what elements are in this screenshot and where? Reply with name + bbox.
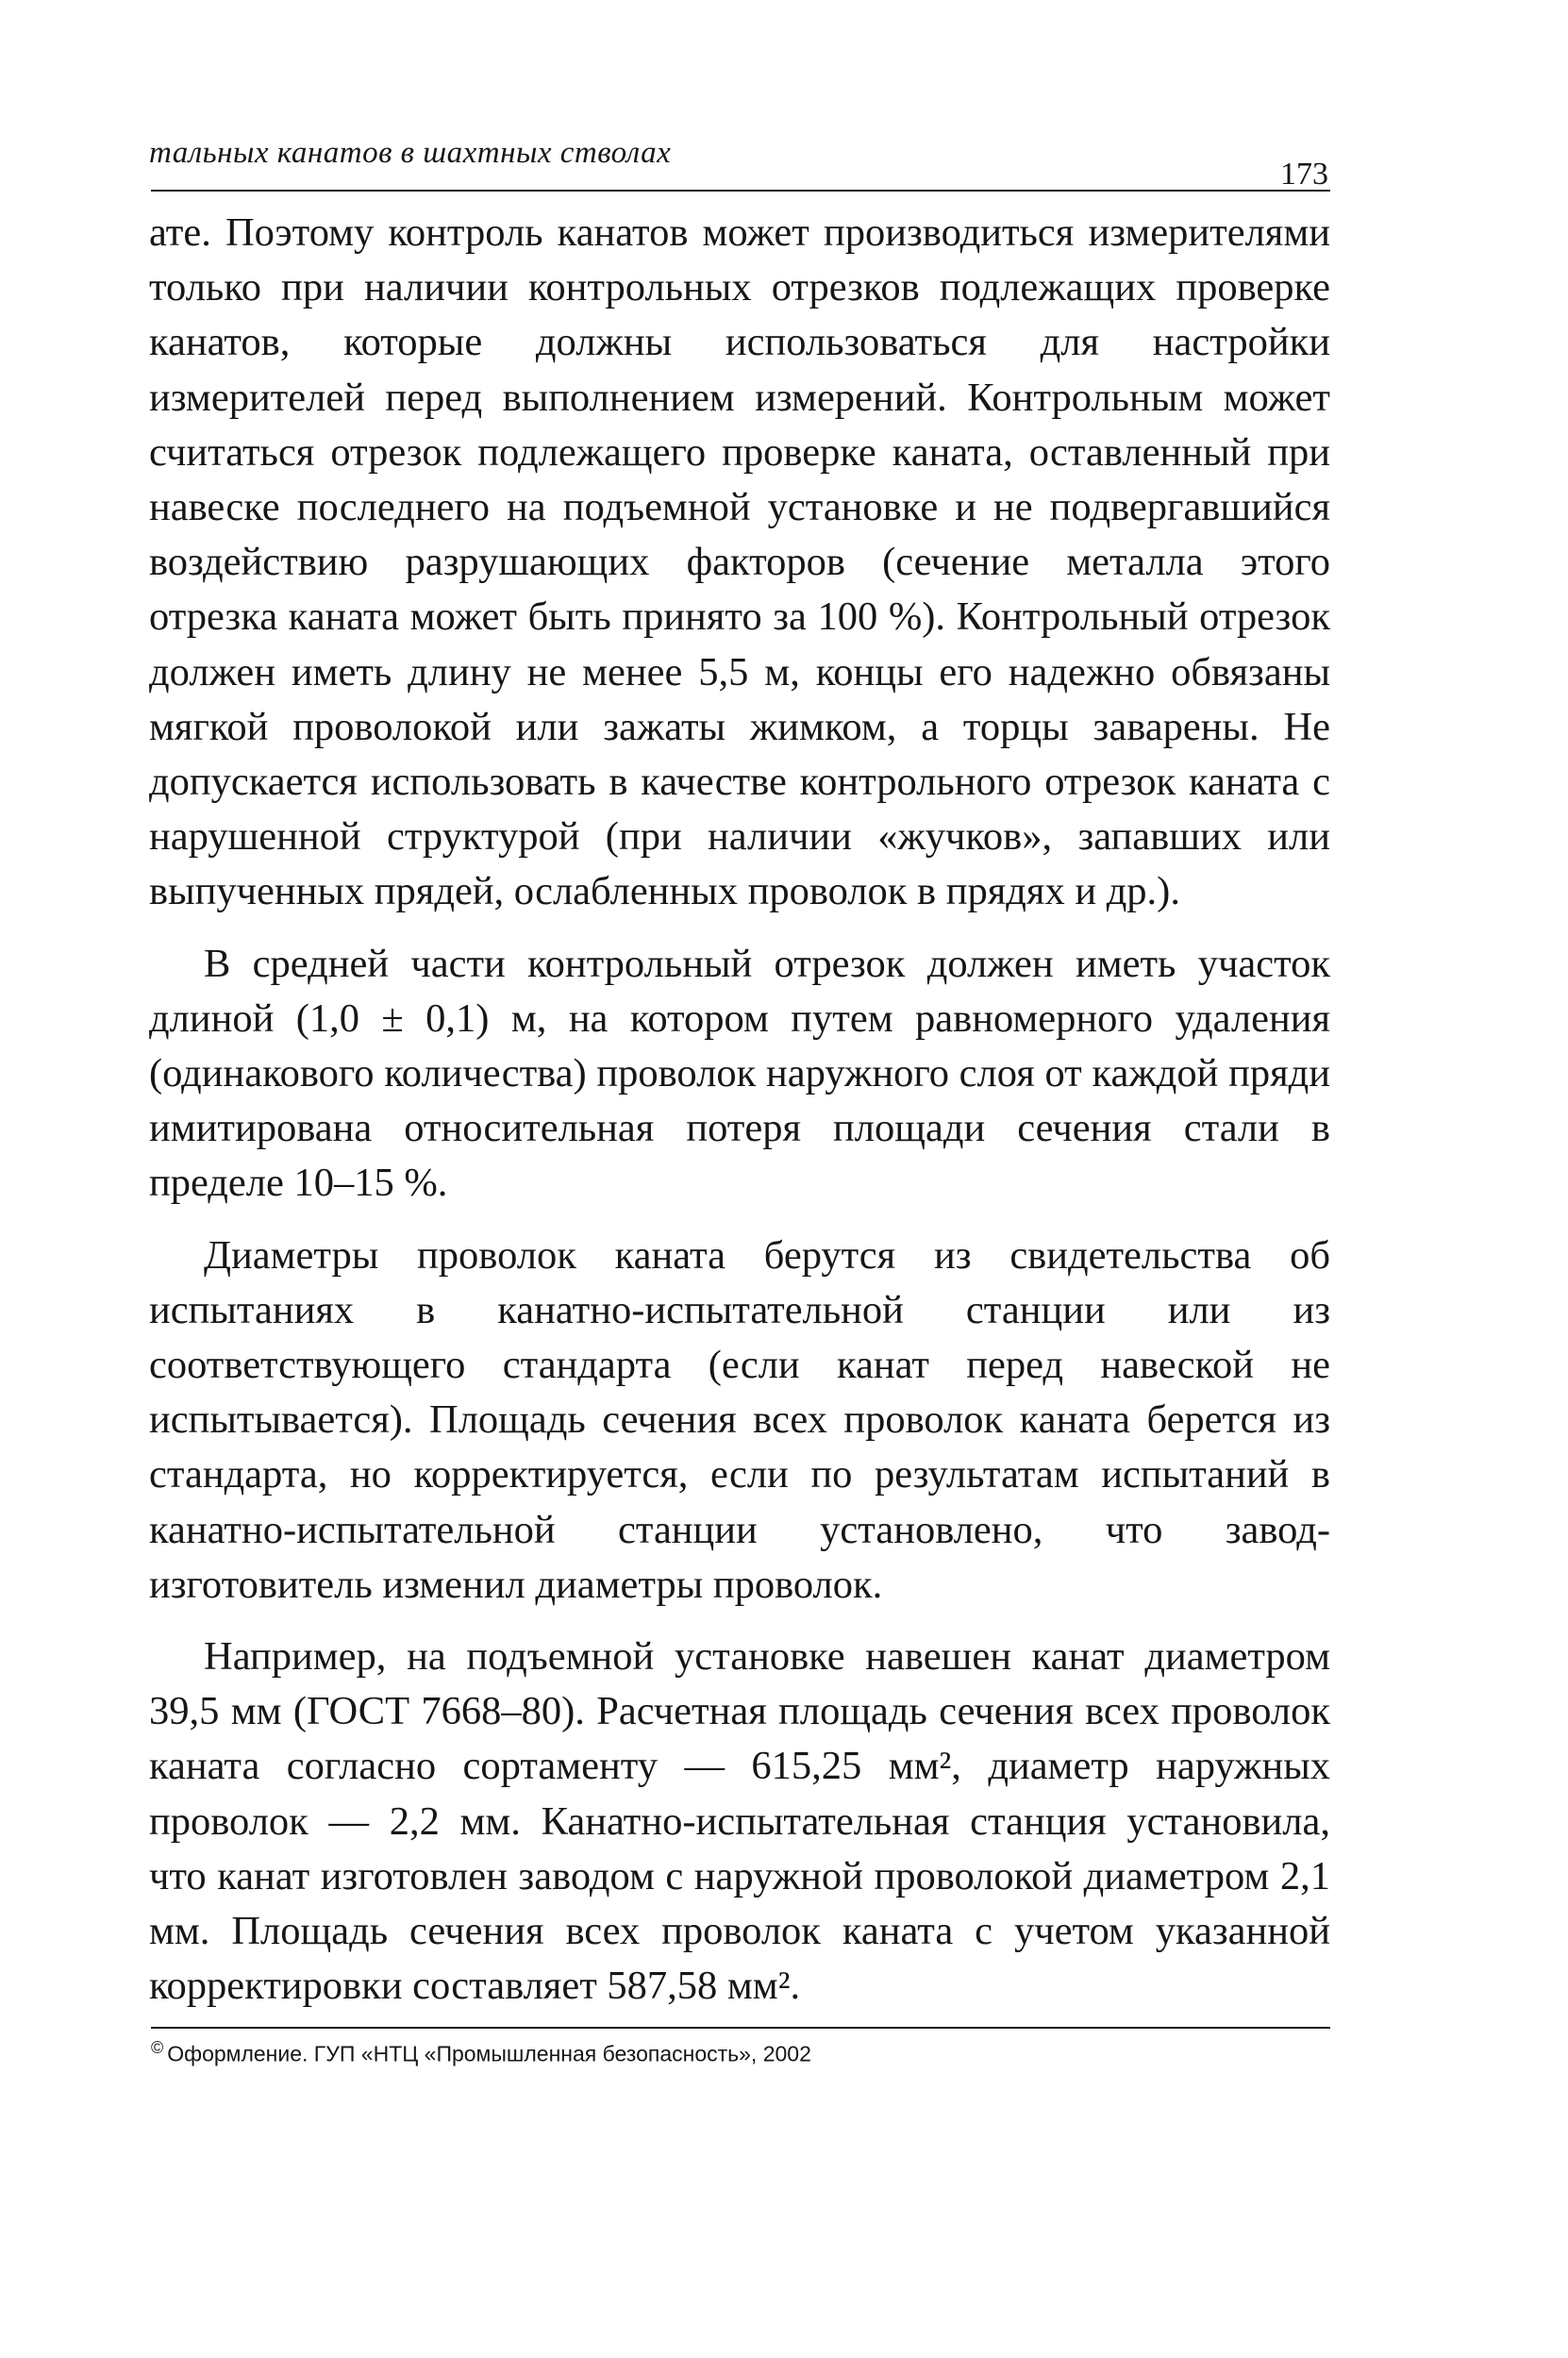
paragraph-example: Например, на подъемной установке навешен канат диаметром 39,5 мм (ГОСТ 7668–80). Расчетная площадь сечения всех проволок каната согласно сортаменту — 615,25 мм², диаметр наружных проволок — 2,2 мм. Канатно-испытательная станция установила, что канат изготовлен заводом с наружной проволокой диаметром 2,1 мм. Площадь сечения всех проволок каната с учетом указанной корректировки составляет 587,58 мм². — [149, 1634, 1330, 2009]
copyright-mark: © — [151, 2038, 164, 2057]
copyright-text: Оформление. ГУП «НТЦ «Промышленная безопасность», 2002 — [167, 2041, 811, 2066]
running-title: тальных канатов в шахтных стволах — [149, 136, 672, 170]
paragraph-wire-diameters: Диаметры проволок каната берутся из свидетельства об испытаниях в канатно-испытательной станции или из соответствующего стандарта (если канат перед навеской не испытывается). Площадь сечения всех проволок каната берется из стандарта, но корректируется, если по результатам испытаний в канатно-испытательной станции установлено, что завод-изготовитель изменил диаметры проволок. — [149, 1232, 1330, 1607]
footnote-rule — [151, 2027, 1330, 2029]
paragraph-continued: ате. Поэтому контроль канатов может производиться измерителями только при наличии контрольных отрезков подлежащих проверке канатов, которые должны использоваться для настройки измерителей перед выполнением измерений. Контрольным может считаться отрезок подлежащего проверке каната, оставленный при навеске последнего на подъемной установке и не подвергавшийся воздействию разрушающих факторов (сечение металла этого отрезка каната может быть принято за 100 %). Контрольный отрезок должен иметь длину не менее 5,5 м, концы его надежно обвязаны мягкой проволокой или зажаты жимком, а торцы заварены. Не допускается использовать в качестве контрольного отрезок каната с нарушенной структурой (при наличии «жучков», запавших или выпученных прядей, ослабленных проволок в прядях и др.). — [149, 210, 1330, 914]
header-rule — [151, 190, 1330, 192]
running-head — [149, 128, 1328, 194]
paragraph-control-segment: В средней части контрольный отрезок должен иметь участок длиной (1,0 ± 0,1) м, на котором путем равномерного удаления (одинакового количества) проволок наружного слоя от каждой пряди имитирована относительная потеря площади сечения стали в пределе 10–15 %. — [149, 941, 1330, 1206]
body-text — [149, 206, 1330, 2032]
copyright-footnote — [151, 2038, 811, 2067]
page-number: 173 — [1280, 157, 1328, 192]
